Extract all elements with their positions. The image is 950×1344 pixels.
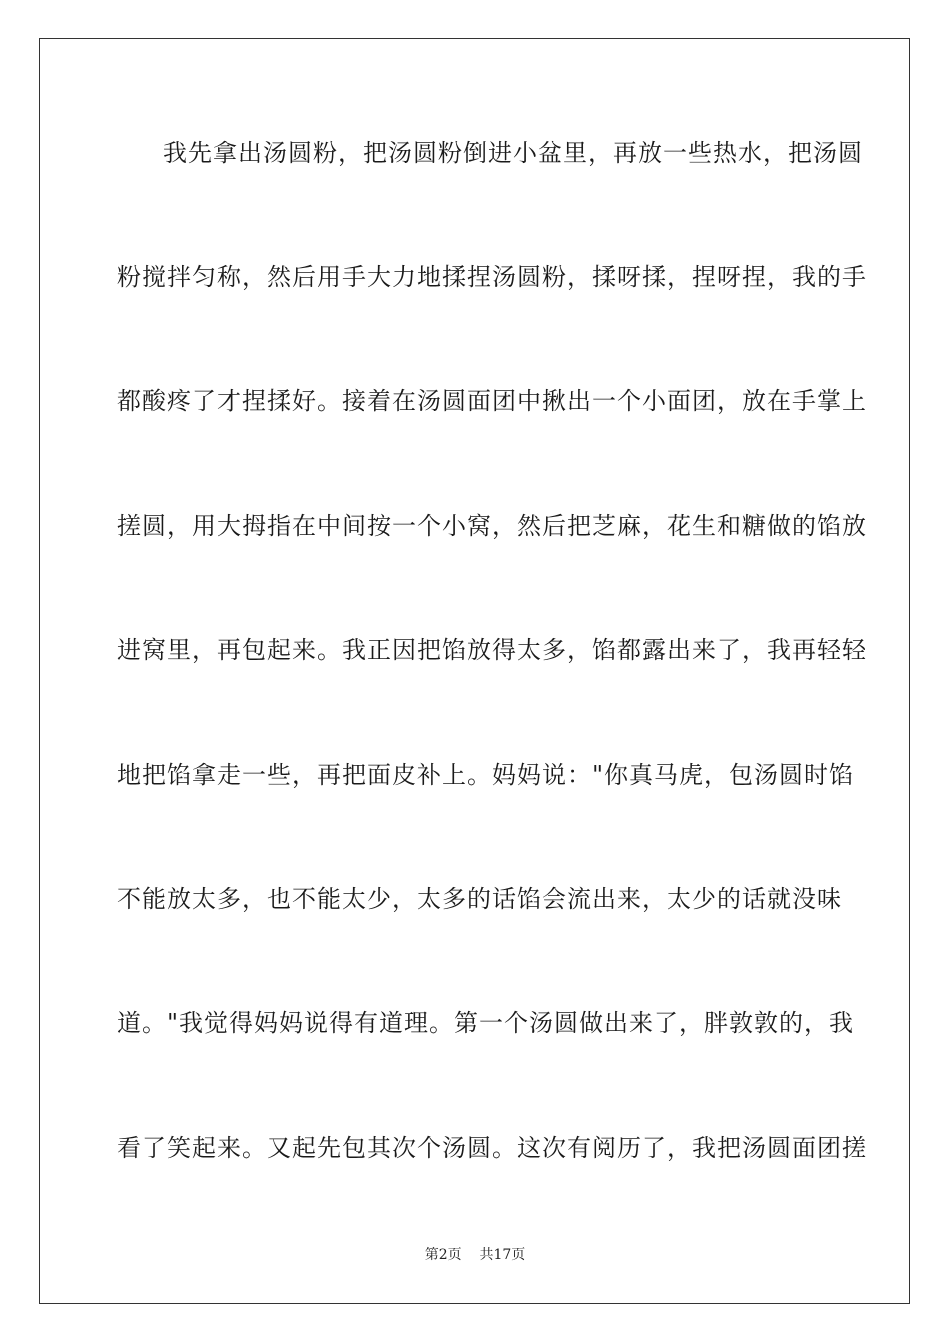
paragraph-line: 都酸疼了才捏揉好。接着在汤圆面团中揪出一个小面团，放在手掌上: [117, 387, 867, 415]
paragraph-line: 搓圆，用大拇指在中间按一个小窝，然后把芝麻，花生和糖做的馅放: [117, 512, 867, 540]
page-number: 第2页: [424, 1247, 462, 1263]
paragraph-line: 看了笑起来。又起先包其次个汤圆。这次有阅历了，我把汤圆面团搓: [117, 1134, 867, 1162]
paragraph-line: 地把馅拿走一些，再把面皮补上。妈妈说："你真马虎，包汤圆时馅: [117, 761, 855, 789]
paragraph-line: 道。"我觉得妈妈说得有道理。第一个汤圆做出来了，胖敦敦的，我: [117, 1009, 855, 1037]
paragraph-line: 进窝里，再包起来。我正因把馅放得太多，馅都露出来了，我再轻轻: [117, 636, 867, 664]
paragraph-line: 粉搅拌匀称，然后用手大力地揉捏汤圆粉，揉呀揉，捏呀捏，我的手: [117, 263, 867, 291]
page-frame: [39, 38, 910, 1304]
total-pages: 共17页: [479, 1247, 526, 1263]
page-footer: [0, 1245, 950, 1265]
paragraph-line: 我先拿出汤圆粉，把汤圆粉倒进小盆里，再放一些热水，把汤圆: [163, 139, 863, 167]
paragraph-line: 不能放太多，也不能太少，太多的话馅会流出来，太少的话就没味: [117, 885, 842, 913]
